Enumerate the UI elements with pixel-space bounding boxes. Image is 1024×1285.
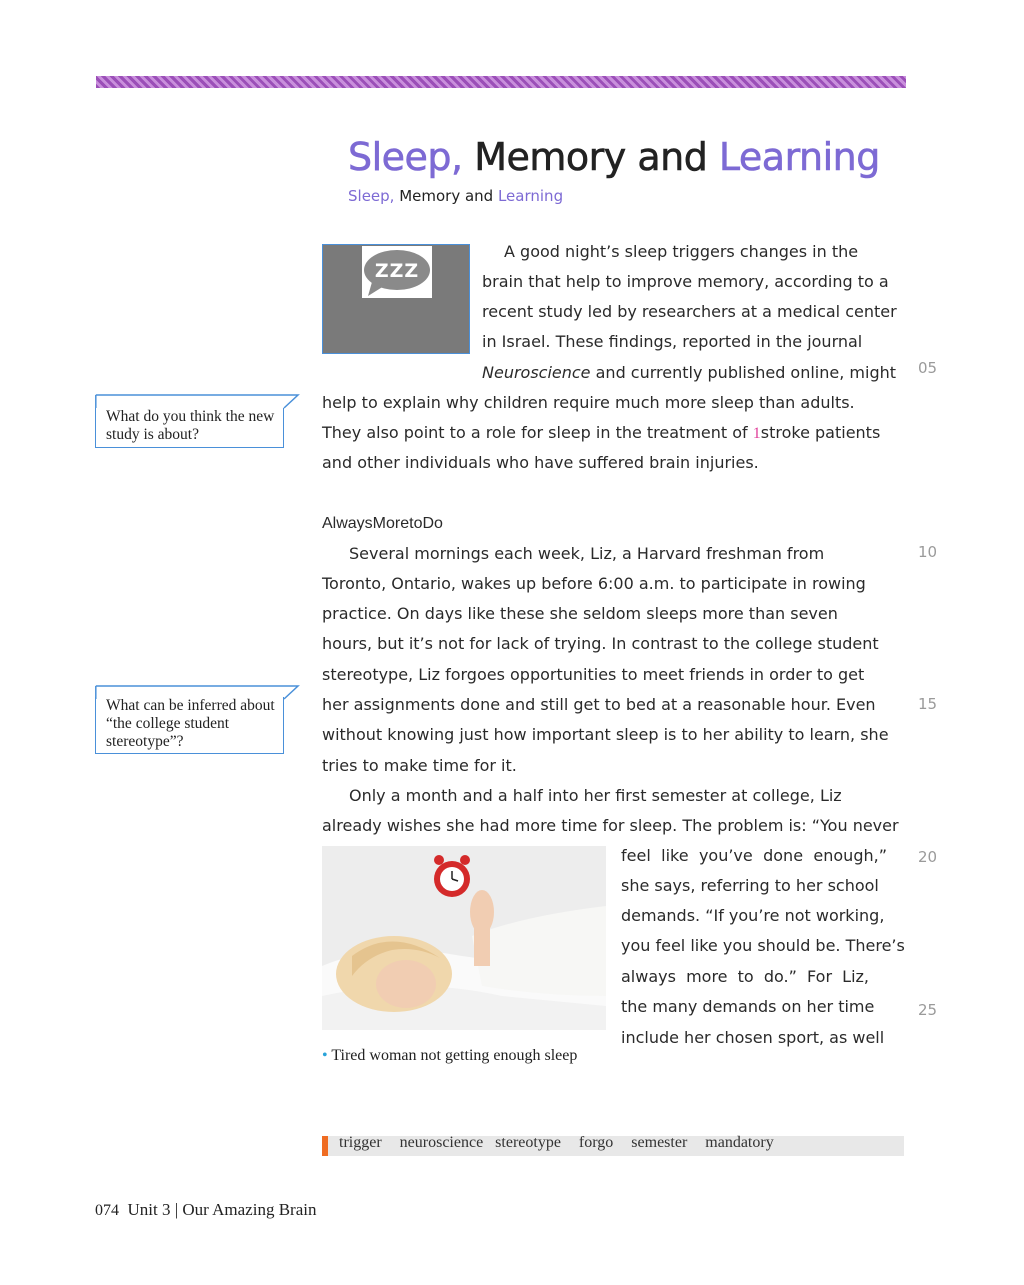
margin-note-question: What do you think the new study is about? <box>95 408 284 448</box>
vocab-word[interactable]: neuroscience <box>399 1134 484 1151</box>
unit-title: Unit 3 | Our Amazing Brain <box>127 1200 317 1219</box>
vocab-word[interactable]: semester <box>631 1134 688 1151</box>
caption-bullet: • <box>322 1047 328 1064</box>
zzz-text: ZZZ <box>374 260 420 282</box>
caption-text: Tired woman not getting enough sleep <box>327 1047 578 1064</box>
note-tab-shape <box>95 393 301 409</box>
paragraph2-line: tries to make time for it. <box>322 756 517 775</box>
paragraph1-line-part: They also point to a role for sleep in the treatment of <box>322 423 753 442</box>
paragraph3-line: Only a month and a half into her first semester at college, Liz <box>349 786 842 805</box>
paragraph3-line: include her chosen sport, as well <box>621 1028 885 1047</box>
vocab-word[interactable]: forgo <box>578 1134 614 1151</box>
zzz-speech-bubble-icon <box>362 246 432 298</box>
paragraph1-line: brain that help to improve memory, according to a <box>482 272 889 291</box>
vocab-word[interactable]: mandatory <box>705 1134 774 1151</box>
paragraph3-line: always more to do.” For Liz, <box>621 967 869 986</box>
line-number: 05 <box>918 359 938 377</box>
paragraph1-line: recent study led by researchers at a medical center <box>482 302 897 321</box>
vocab-word[interactable]: trigger <box>339 1134 382 1151</box>
title-word-memory: Memory and <box>462 135 719 179</box>
paragraph1-line: A good night’s sleep triggers changes in the <box>504 242 859 261</box>
paragraph2-line: without knowing just how important sleep is to her ability to learn, she <box>322 725 889 744</box>
paragraph2-line: Several mornings each week, Liz, a Harvard freshman from <box>349 544 825 563</box>
paragraph3-line: feel like you’ve done enough,” <box>621 846 887 865</box>
page-footer <box>95 1200 316 1220</box>
page-subtitle <box>348 186 563 206</box>
paragraph3-line: the many demands on her time <box>621 997 875 1016</box>
subtitle-word-memory: Memory and <box>394 187 498 205</box>
paragraph2-line: practice. On days like these she seldom sleeps more than seven <box>322 604 838 623</box>
paragraph1-line: in Israel. These findings, reported in the journal <box>482 332 863 351</box>
journal-name: Neuroscience <box>482 363 591 382</box>
paragraph1-line: and other individuals who have suffered brain injuries. <box>322 453 759 472</box>
paragraph3-line: demands. “If you’re not working, <box>621 906 885 925</box>
paragraph2-line: hours, but it’s not for lack of trying. In contrast to the college student <box>322 634 879 653</box>
paragraph3-line: she says, referring to her school <box>621 876 879 895</box>
title-word-sleep: Sleep, <box>348 135 463 179</box>
paragraph1-line: help to explain why children require much more sleep than adults. <box>322 393 855 412</box>
page-title <box>348 130 880 184</box>
paragraph2-line: her assignments done and still get to bed at a reasonable hour. Even <box>322 695 876 714</box>
paragraph2-line: Toronto, Ontario, wakes up before 6:00 a.m. to participate in rowing <box>322 574 866 593</box>
tired-woman-photo <box>322 846 606 1030</box>
vocabulary-accent <box>322 1136 328 1156</box>
photo-caption <box>322 1047 577 1065</box>
line-number: 25 <box>918 1001 938 1019</box>
decorative-top-stripe <box>96 76 906 88</box>
paragraph1-line-rest: and currently published online, might <box>590 363 897 382</box>
paragraph3-line: already wishes she had more time for sleep. The problem is: “You never <box>322 816 899 835</box>
line-number: 15 <box>918 695 938 713</box>
paragraph1-line-part: stroke patients <box>760 423 881 442</box>
line-number: 10 <box>918 543 938 561</box>
page-number: 074 <box>95 1202 119 1219</box>
vocab-word[interactable]: stereotype <box>495 1134 561 1151</box>
footnote-marker[interactable]: 1 <box>752 425 761 442</box>
subtitle-word-sleep: Sleep, <box>348 187 395 205</box>
line-number: 20 <box>918 848 938 866</box>
margin-note-question: What can be inferred about “the college student stereotype”? <box>95 697 284 754</box>
subtitle-word-learning: Learning <box>497 187 564 205</box>
section-heading: AlwaysMoretoDo <box>322 515 443 532</box>
paragraph1-line <box>482 363 896 383</box>
paragraph2-line: stereotype, Liz forgoes opportunities to meet friends in order to get <box>322 665 865 684</box>
paragraph3-line: you feel like you should be. There’s <box>621 936 905 955</box>
title-word-learning: Learning <box>718 135 880 179</box>
vocabulary-list <box>339 1134 774 1152</box>
paragraph1-line <box>322 423 880 444</box>
